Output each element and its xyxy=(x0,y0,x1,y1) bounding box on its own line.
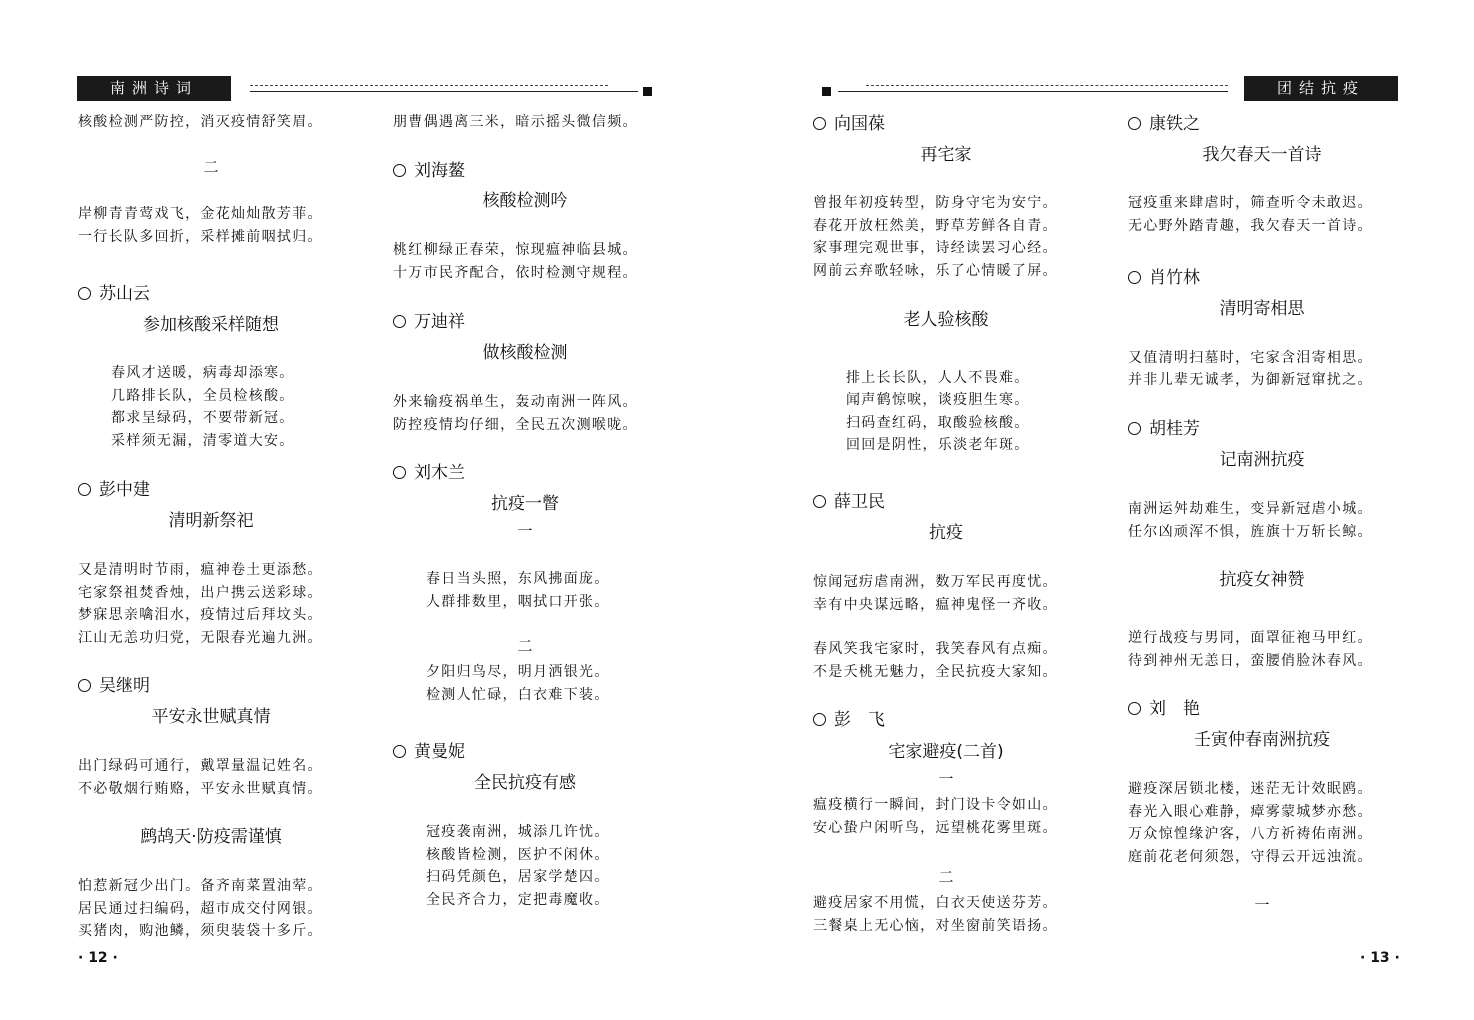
poem-line: 幸有中央谋远略，瘟神鬼怪一齐收。 xyxy=(813,597,1058,613)
author-name xyxy=(78,284,150,304)
poem-line: 一行长队多回折，采样摊前咽拭归。 xyxy=(78,229,323,245)
author-label: 彭 飞 xyxy=(834,710,885,730)
poem-line: 居民通过扫编码，超市成交付网银。 xyxy=(78,901,323,917)
poem-title: 平安永世赋真情 xyxy=(151,707,271,727)
poem-line: 人群排数里，咽拭口开张。 xyxy=(426,594,610,610)
author-name xyxy=(78,676,150,696)
circle-bullet-icon xyxy=(78,287,91,300)
poem-line: 采样须无漏，清零道大安。 xyxy=(111,433,295,449)
poem-line: 几路排长队，全员检核酸。 xyxy=(111,388,295,404)
header-dashed-rule xyxy=(866,85,1228,86)
poem-line: 检测人忙碌，白衣难下装。 xyxy=(426,687,610,703)
poem-title: 抗疫 xyxy=(929,523,963,543)
circle-bullet-icon xyxy=(393,315,406,328)
poem-title: 全民抗疫有感 xyxy=(474,773,576,793)
poem-line: 防控疫情均仔细，全民五次测喉咙。 xyxy=(393,417,638,433)
author-name xyxy=(78,480,150,500)
poem-line: 江山无恙功归党，无限春光遍九洲。 xyxy=(78,630,323,646)
author-name xyxy=(393,463,465,483)
circle-bullet-icon xyxy=(1128,271,1141,284)
poem-line: 曾报年初疫转型，防身守宅为安宁。 xyxy=(813,195,1058,211)
poem-line: 外来输疫祸单生，轰动南洲一阵风。 xyxy=(393,394,638,410)
author-label: 黄曼妮 xyxy=(414,742,465,762)
poem-line: 家事理完观世事，诗经读罢习心经。 xyxy=(813,240,1058,256)
author-name xyxy=(1128,699,1200,719)
poem-line: 都求呈绿码，不要带新冠。 xyxy=(111,410,295,426)
poem-line: 回回是阴性，乐淡老年斑。 xyxy=(846,437,1030,453)
circle-bullet-icon xyxy=(78,679,91,692)
circle-bullet-icon xyxy=(78,483,91,496)
poem-line: 全民齐合力，定把毒魔收。 xyxy=(426,892,610,908)
poem-line: 闻声鹤惊唳，谈疫胆生寒。 xyxy=(846,392,1030,408)
poem-line: 扫码凭颜色，居家学楚囚。 xyxy=(426,869,610,885)
poem-line: 南洲运舛劫难生，变异新冠虐小城。 xyxy=(1128,501,1373,517)
poem-line: 待到神州无恙日，蛮腰俏脸沐春风。 xyxy=(1128,653,1373,669)
section-number: 一 xyxy=(938,770,954,788)
left-section-header: 南洲诗词 xyxy=(77,76,231,101)
poem-line: 不是夭桃无魅力，全民抗疫大家知。 xyxy=(813,664,1058,680)
poem-line: 春花开放枉然美，野草芳鲜各自青。 xyxy=(813,218,1058,234)
poem-line: 宅家祭祖焚香烛，出户携云送彩球。 xyxy=(78,585,323,601)
poem-line: 任尔凶顽浑不惧，旌旗十万斩长鲸。 xyxy=(1128,524,1373,540)
poem-line: 春风笑我宅家时，我笑春风有点痴。 xyxy=(813,641,1058,657)
poem-line: 庭前花老何须怨，守得云开远浊流。 xyxy=(1128,849,1373,865)
poem-line: 避疫居家不用慌，白衣天使送芬芳。 xyxy=(813,895,1058,911)
section-number: 二 xyxy=(203,158,219,176)
poem-line: 冠疫袭南洲，城添几许忧。 xyxy=(426,824,610,840)
poem-line: 又值清明扫墓时，宅家含泪寄相思。 xyxy=(1128,350,1373,366)
author-label: 肖竹林 xyxy=(1149,268,1200,288)
circle-bullet-icon xyxy=(813,713,826,726)
poem-title: 抗疫一瞥 xyxy=(491,494,559,514)
author-label: 胡桂芳 xyxy=(1149,419,1200,439)
section-number: 一 xyxy=(517,522,533,540)
section-number: 二 xyxy=(517,637,533,655)
right-section-header: 团结抗疫 xyxy=(1244,76,1398,101)
poem-line: 网前云弃歌轻咏，乐了心情暖了屏。 xyxy=(813,263,1058,279)
poem-line: 避疫深居锁北楼，迷茫无计效眠鸥。 xyxy=(1128,781,1373,797)
poem-line: 春风才送暖，病毒却添寒。 xyxy=(111,365,295,381)
right-page-number: · 13 · xyxy=(1360,950,1400,966)
poem-line: 安心蛰户闲听鸟，远望桃花雾里斑。 xyxy=(813,820,1058,836)
author-label: 刘 艳 xyxy=(1149,699,1200,719)
poem-line: 瘟疫横行一瞬间，封门设卡令如山。 xyxy=(813,797,1058,813)
poem-line: 并非儿辈无诚孝，为御新冠窜扰之。 xyxy=(1128,372,1373,388)
poem-line: 又是清明时节雨，瘟神卷土更添愁。 xyxy=(78,562,323,578)
poem-line: 不必敬烟行贿赂，平安永世赋真情。 xyxy=(78,781,323,797)
poem-line: 岸柳青青莺戏飞，金花灿灿散芳菲。 xyxy=(78,206,323,222)
author-label: 万迪祥 xyxy=(414,312,465,332)
circle-bullet-icon xyxy=(1128,117,1141,130)
poem-line: 万众惊惶缘沪客，八方祈祷佑南洲。 xyxy=(1128,826,1373,842)
circle-bullet-icon xyxy=(813,495,826,508)
header-dashed-rule xyxy=(250,85,608,86)
author-name xyxy=(393,161,465,181)
circle-bullet-icon xyxy=(813,117,826,130)
poem-line: 夕阳归鸟尽，明月洒银光。 xyxy=(426,664,610,680)
poem-line: 春日当头照，东风拂面庞。 xyxy=(426,571,610,587)
author-name xyxy=(1128,268,1200,288)
poem-title: 记南洲抗疫 xyxy=(1219,450,1305,470)
poem-title: 清明新祭祀 xyxy=(168,511,254,531)
author-name xyxy=(813,492,885,512)
poem-line: 买猪肉，购池鳞，须臾装袋十多斤。 xyxy=(78,923,323,939)
circle-bullet-icon xyxy=(1128,702,1141,715)
poem-title: 参加核酸采样随想 xyxy=(143,315,279,335)
poem-title: 抗疫女神赞 xyxy=(1219,570,1305,590)
author-label: 康铁之 xyxy=(1149,114,1200,134)
author-label: 刘木兰 xyxy=(414,463,465,483)
poem-line: 春光入眼心难静，瘴雾蒙城梦亦愁。 xyxy=(1128,804,1373,820)
header-square-marker xyxy=(643,87,652,96)
poem-line: 逆行战疫与男同，面罩征袍马甲红。 xyxy=(1128,630,1373,646)
author-name xyxy=(813,710,885,730)
poem-line: 梦寐思亲噙泪水，疫情过后拜坟头。 xyxy=(78,607,323,623)
author-name xyxy=(393,312,465,332)
poem-line: 冠疫重来肆虐时，筛查听令未敢迟。 xyxy=(1128,195,1373,211)
poem-title: 宅家避疫(二首) xyxy=(888,742,1004,762)
section-number: 二 xyxy=(938,868,954,886)
poem-line: 惊闻冠疠虐南洲，数万军民再度忧。 xyxy=(813,574,1058,590)
author-label: 向国葆 xyxy=(834,114,885,134)
poem-line: 朋曹偶遇离三米，暗示摇头微信频。 xyxy=(393,114,638,130)
poem-line: 核酸皆检测，医护不闲休。 xyxy=(426,847,610,863)
author-label: 刘海鳌 xyxy=(414,161,465,181)
poem-line: 排上长长队，人人不畏难。 xyxy=(846,370,1030,386)
poem-line: 十万市民齐配合，依时检测守规程。 xyxy=(393,265,638,281)
author-name xyxy=(393,742,465,762)
left-page-number: · 12 · xyxy=(78,950,118,966)
poem-title: 做核酸检测 xyxy=(482,343,568,363)
header-rule xyxy=(838,91,1228,92)
poem-line: 三餐桌上无心恼，对坐窗前笑语扬。 xyxy=(813,918,1058,934)
poem-line: 怕惹新冠少出门。备齐南菜置油荤。 xyxy=(78,878,323,894)
circle-bullet-icon xyxy=(393,164,406,177)
author-label: 吴继明 xyxy=(99,676,150,696)
author-name xyxy=(813,114,885,134)
circle-bullet-icon xyxy=(393,466,406,479)
poem-title: 我欠春天一首诗 xyxy=(1202,145,1322,165)
author-label: 薛卫民 xyxy=(834,492,885,512)
poem-title: 壬寅仲春南洲抗疫 xyxy=(1194,730,1330,750)
author-label: 彭中建 xyxy=(99,480,150,500)
poem-title: 核酸检测吟 xyxy=(482,191,568,211)
poem-title: 老人验核酸 xyxy=(903,310,989,330)
poem-title: 再宅家 xyxy=(920,145,972,165)
poem-line: 无心野外踏青趣，我欠春天一首诗。 xyxy=(1128,218,1373,234)
poem-line: 核酸检测严防控，消灭疫情舒笑眉。 xyxy=(78,114,323,130)
header-square-marker xyxy=(822,87,831,96)
author-name xyxy=(1128,114,1200,134)
author-label: 苏山云 xyxy=(99,284,150,304)
header-rule xyxy=(250,91,638,92)
poem-line: 出门绿码可通行，戴罩量温记姓名。 xyxy=(78,758,323,774)
circle-bullet-icon xyxy=(1128,422,1141,435)
poem-title: 清明寄相思 xyxy=(1219,299,1305,319)
poem-line: 扫码查红码，取酸验核酸。 xyxy=(846,415,1030,431)
section-number: 一 xyxy=(1254,896,1270,914)
poem-line: 桃红柳绿正春荣，惊现瘟神临县城。 xyxy=(393,242,638,258)
poem-title: 鹧鸪天·防疫需谨慎 xyxy=(140,827,282,847)
author-name xyxy=(1128,419,1200,439)
circle-bullet-icon xyxy=(393,745,406,758)
